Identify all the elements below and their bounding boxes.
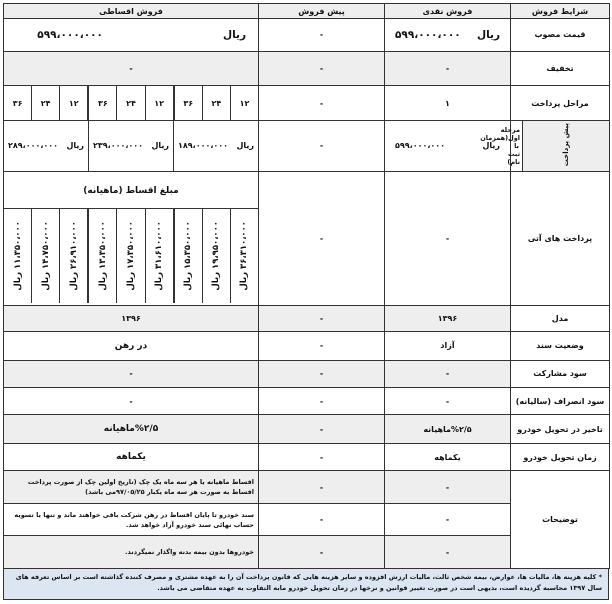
label-model: مدل (511, 305, 610, 331)
inst-note-1: اقساط ماهیانه یا هر سه ماه یک چک (تاریخ اولین چک از صورت پرداخت اقساط به صورت هر سه ماه یکبار ۹۷/۰۵/۲۵می باشد) (4, 471, 259, 504)
pre-document-status: - (259, 332, 385, 360)
first-stage-option: ریال ۲۸۹،۰۰۰،۰۰۰ (8, 141, 84, 151)
row-notes-1 (4, 471, 610, 504)
row-delivery-time (4, 443, 610, 470)
inst-document-status: در رهن (4, 332, 259, 360)
cash-future-payments: - (385, 171, 511, 305)
inst-note-3: خودروها بدون بیمه بدنه واگذار نمیگردند. (4, 536, 259, 569)
cash-model: ۱۳۹۶ (385, 305, 511, 331)
first-stage-option: ریال ۲۳۹،۰۰۰،۰۰۰ (88, 121, 173, 171)
label-document-status: وضعیت سند (511, 332, 610, 360)
inst-model: ۱۳۹۶ (4, 305, 259, 331)
pre-approved-price: - (259, 19, 385, 52)
monthly-installment-title: مبلغ اقساط (ماهیانه) (4, 173, 258, 209)
monthly-installment: ۳۱،۶۱۰،۰۰۰ ریال (145, 209, 173, 303)
cash-delivery-time: یکماهه (385, 443, 511, 470)
pre-delivery-delay: - (259, 415, 385, 443)
inst-approved-price (4, 19, 259, 52)
pre-payment-stages: - (259, 86, 385, 121)
inst-discount: - (4, 51, 259, 86)
stage-count: ۱۲ (59, 86, 87, 120)
monthly-installment: ۱۵،۳۵۰،۰۰۰ ریال (173, 209, 202, 303)
row-discount (4, 51, 610, 86)
inst-future-payments (4, 171, 259, 305)
monthly-installment: ۱۴،۷۵۰،۰۰۰ ریال (31, 209, 59, 303)
row-approved-price (4, 19, 610, 52)
pre-future-payments: - (259, 171, 385, 305)
cash-first-stage (385, 120, 511, 171)
inst-note-2: سند خودرو تا پایان اقساط در رهن شرکت باقی خواهند ماند و تنها با تسویه حساب نهائی سند خودرو آزاد خواهد شد. (4, 503, 259, 536)
label-delivery-delay: تاخیر در تحویل خودرو (511, 415, 610, 443)
label-first-stage: مرحله اول(همزمان با ثبت نام) (511, 120, 523, 171)
row-future-payments (4, 171, 610, 305)
pre-first-stage: - (259, 120, 385, 171)
cash-discount: - (385, 51, 511, 86)
pre-delivery-time: - (259, 443, 385, 470)
stage-count: ۲۴ (202, 86, 230, 120)
inst-delivery-delay: %۲/۵ماهیانه (4, 415, 259, 443)
pre-model: - (259, 305, 385, 331)
label-discount: تخفیف (511, 51, 610, 86)
label-delivery-time: زمان تحویل خودرو (511, 443, 610, 470)
cash-delivery-delay: %۲/۵ماهیانه (385, 415, 511, 443)
inst-payment-stages (4, 86, 259, 121)
label-partnership-profit: سود مشارکت (511, 360, 610, 387)
label-approved-price: قیمت مصوب (511, 19, 610, 52)
pre-deviation-profit: - (259, 388, 385, 415)
inst-partnership-profit: - (4, 360, 259, 387)
cash-notes-2: - (385, 503, 511, 536)
pre-discount: - (259, 51, 385, 86)
row-first-stage (4, 120, 610, 171)
sales-conditions-table (3, 3, 610, 569)
pre-notes-1: - (259, 471, 385, 504)
cash-first-amount: ۵۹۹،۰۰۰،۰۰۰ (395, 141, 446, 151)
row-deviation-profit (4, 388, 610, 415)
label-future-payments: پرداخت های آتی (511, 171, 610, 305)
cash-document-status: آزاد (385, 332, 511, 360)
pre-notes-2: - (259, 503, 385, 536)
header-conditions: شرایط فروش (511, 4, 610, 19)
inst-price-unit: ریال (222, 28, 246, 41)
monthly-installment: ۱۳،۳۵۰،۰۰۰ ریال (87, 209, 116, 303)
row-model (4, 305, 610, 331)
header-pre-sale: پیش فروش (259, 4, 385, 19)
group-label-prepayment: پیش پرداخت (523, 120, 610, 171)
stage-count: ۲۴ (116, 86, 144, 120)
monthly-installment: ۲۶،۹۱۰،۰۰۰ ریال (59, 209, 87, 303)
pre-notes-3: - (259, 536, 385, 569)
row-delivery-delay (4, 415, 610, 443)
first-stage-option: ریال ۱۸۹،۰۰۰،۰۰۰ (173, 121, 258, 171)
stage-count: ۳۶ (173, 86, 202, 120)
cash-deviation-profit: - (385, 388, 511, 415)
header-cash-sale: فروش نقدی (385, 4, 511, 19)
inst-first-stage (4, 120, 259, 171)
label-payment-stages: مراحل پرداخت (511, 86, 610, 121)
cash-payment-stages: ۱ (385, 86, 511, 121)
header-installment-sale: فروش اقساطی (4, 4, 259, 19)
stage-count: ۱۲ (230, 86, 258, 120)
cash-price-amount: ۵۹۹،۰۰۰،۰۰۰ (395, 28, 461, 41)
pre-partnership-profit: - (259, 360, 385, 387)
stage-count: ۳۶ (12, 98, 23, 108)
cash-approved-price (385, 19, 511, 52)
label-deviation-profit: سود انصراف (سالیانه) (511, 388, 610, 415)
stage-count: ۲۴ (31, 86, 59, 120)
cash-first-unit: ریال (482, 141, 500, 151)
monthly-installment: ۳۶،۳۱۰،۰۰۰ ریال (230, 209, 258, 303)
row-partnership-profit (4, 360, 610, 387)
label-notes: توضیحات (511, 471, 610, 569)
cash-price-unit: ریال (476, 28, 500, 41)
cash-notes-1: - (385, 471, 511, 504)
row-payment-stages (4, 86, 610, 121)
cash-partnership-profit: - (385, 360, 511, 387)
cash-notes-3: - (385, 536, 511, 569)
monthly-installment: ۱۹،۹۵۰،۰۰۰ ریال (202, 209, 230, 303)
inst-price-amount: ۵۹۹،۰۰۰،۰۰۰ (37, 28, 103, 41)
monthly-installment: ۱۱،۳۵۰،۰۰۰ ریال (12, 221, 23, 291)
monthly-installment: ۱۷،۳۵۰،۰۰۰ ریال (116, 209, 144, 303)
inst-delivery-time: یکماهه (4, 443, 259, 470)
footer-disclaimer: * کلیه هزینه ها، مالیات ها، عوارض، بیمه شخص ثالث، مالیات ارزش افزوده و سایر هزینه هایی که قانون پرداخت آن را به عهده مشتری و مصرف کننده گذاشته است بر اساس تعرفه های سال ۱۳۹۷ محاسبه گردیده است، بدیهی است در صورت تغییر قوانین و نرخها در زمان تحویل خودرو مابه التفاوت به عهده متقاضی می باشد. (3, 569, 609, 600)
stage-count: ۳۶ (87, 86, 116, 120)
inst-deviation-profit: - (4, 388, 259, 415)
header-row (4, 4, 610, 19)
row-document-status (4, 332, 610, 360)
stage-count: ۱۲ (145, 86, 173, 120)
